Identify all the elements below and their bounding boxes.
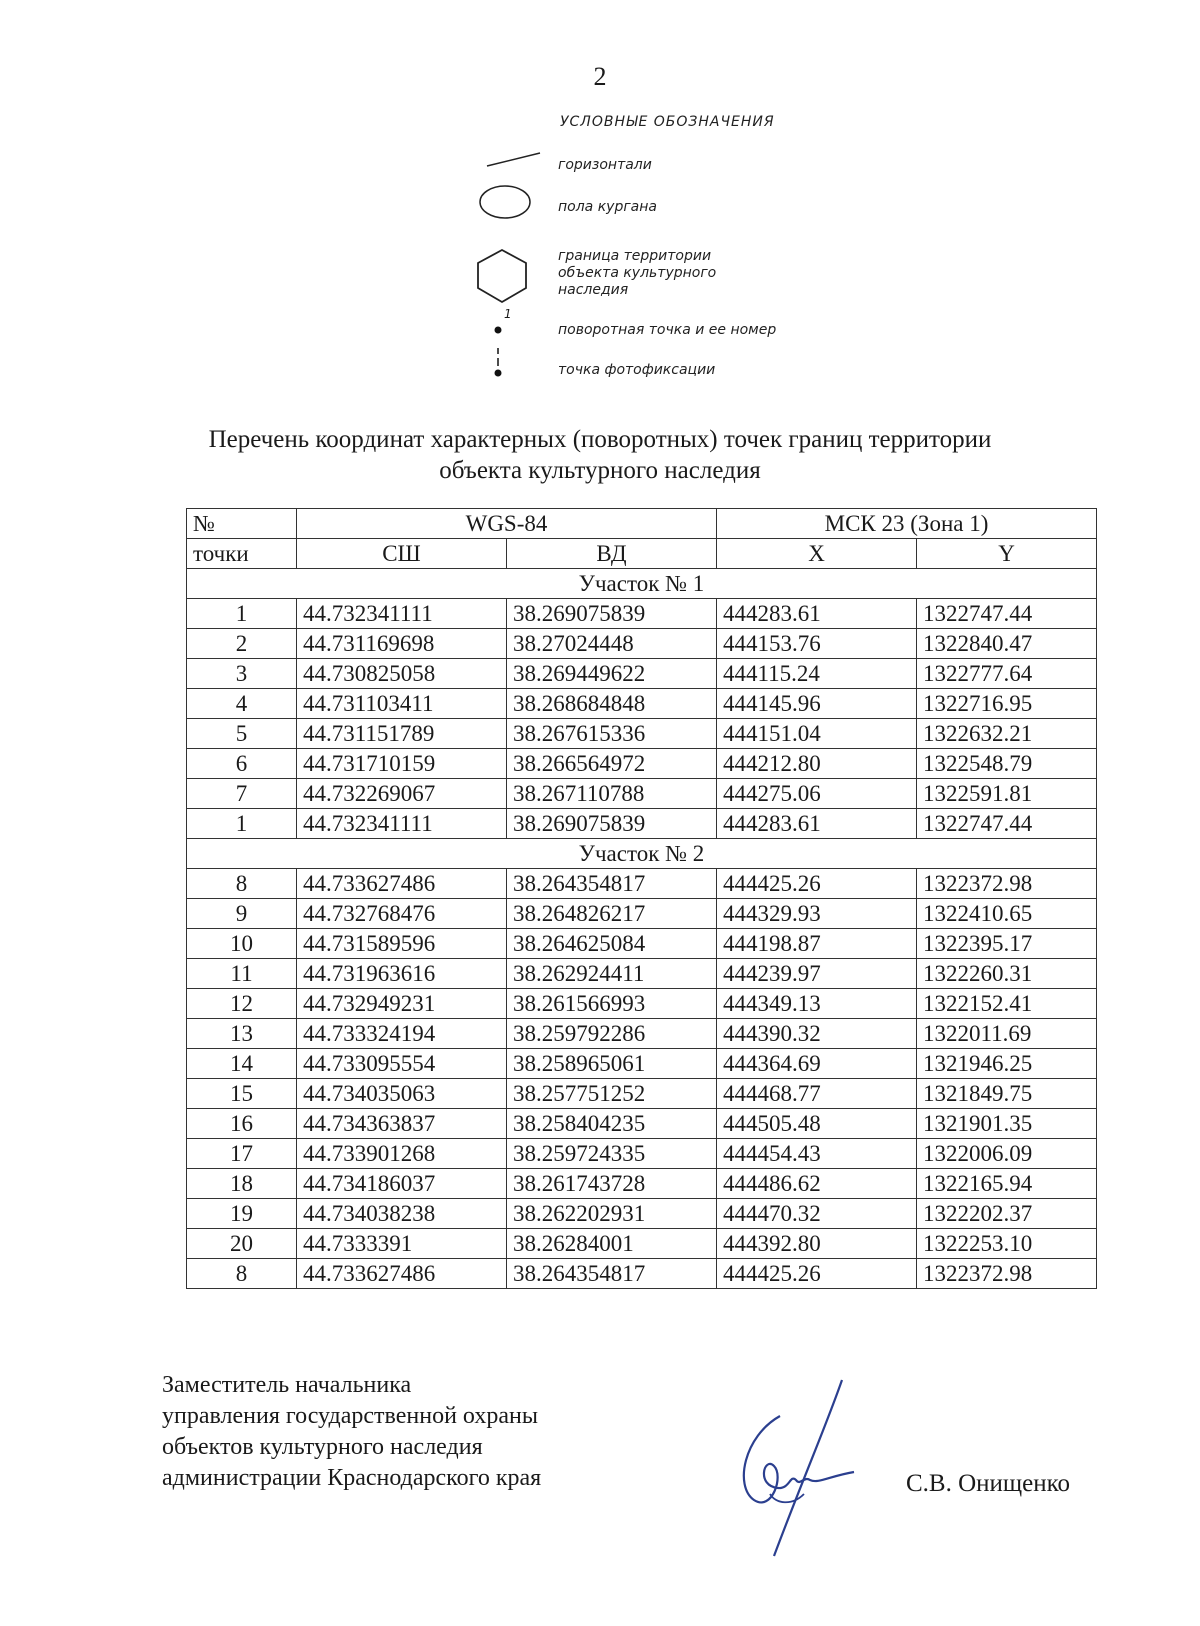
point-number-cell: 8 <box>187 1259 297 1289</box>
longitude-cell: 38.264625084 <box>507 929 717 959</box>
longitude-cell: 38.262202931 <box>507 1199 717 1229</box>
coordinates-table-body <box>187 569 1097 1289</box>
y-cell: 1322006.09 <box>917 1139 1097 1169</box>
page-number: 2 <box>593 62 607 91</box>
x-cell: 444349.13 <box>717 989 917 1019</box>
x-cell: 444390.32 <box>717 1019 917 1049</box>
y-cell: 1322410.65 <box>917 899 1097 929</box>
y-cell: 1322747.44 <box>917 599 1097 629</box>
table-row <box>187 689 1097 719</box>
x-cell: 444198.87 <box>717 929 917 959</box>
x-cell: 444239.97 <box>717 959 917 989</box>
latitude-cell: 44.732949231 <box>297 989 507 1019</box>
point-number-cell: 16 <box>187 1109 297 1139</box>
x-cell: 444283.61 <box>717 599 917 629</box>
header-number: № <box>187 509 297 539</box>
point-number-label: 1 <box>504 307 512 321</box>
x-cell: 444329.93 <box>717 899 917 929</box>
latitude-cell: 44.733627486 <box>297 1259 507 1289</box>
table-row <box>187 869 1097 899</box>
table-row <box>187 719 1097 749</box>
longitude-cell: 38.267615336 <box>507 719 717 749</box>
point-icon <box>492 324 504 336</box>
legend-label-photo-point: точка фотофиксации <box>558 362 716 378</box>
latitude-cell: 44.732341111 <box>297 809 507 839</box>
point-number-cell: 1 <box>187 599 297 629</box>
header-y: Y <box>917 539 1097 569</box>
latitude-cell: 44.734363837 <box>297 1109 507 1139</box>
table-row <box>187 1139 1097 1169</box>
table-row <box>187 749 1097 779</box>
y-cell: 1321849.75 <box>917 1079 1097 1109</box>
point-number-cell: 3 <box>187 659 297 689</box>
legend-label-contours: горизонтали <box>558 157 652 173</box>
section-title: Участок № 2 <box>187 839 1097 869</box>
y-cell: 1322395.17 <box>917 929 1097 959</box>
header-longitude: ВД <box>507 539 717 569</box>
section-title: Участок № 1 <box>187 569 1097 599</box>
latitude-cell: 44.732768476 <box>297 899 507 929</box>
table-row <box>187 659 1097 689</box>
point-number-cell: 13 <box>187 1019 297 1049</box>
signer-name: С.В. Онищенко <box>906 1470 1071 1497</box>
longitude-cell: 38.258404235 <box>507 1109 717 1139</box>
latitude-cell: 44.734186037 <box>297 1169 507 1199</box>
x-cell: 444392.80 <box>717 1229 917 1259</box>
latitude-cell: 44.7333391 <box>297 1229 507 1259</box>
point-number-cell: 10 <box>187 929 297 959</box>
latitude-cell: 44.731589596 <box>297 929 507 959</box>
y-cell: 1322716.95 <box>917 689 1097 719</box>
point-number-cell: 9 <box>187 899 297 929</box>
latitude-cell: 44.734038238 <box>297 1199 507 1229</box>
longitude-cell: 38.261743728 <box>507 1169 717 1199</box>
point-number-cell: 14 <box>187 1049 297 1079</box>
y-cell: 1322372.98 <box>917 1259 1097 1289</box>
longitude-cell: 38.267110788 <box>507 779 717 809</box>
y-cell: 1322777.64 <box>917 659 1097 689</box>
latitude-cell: 44.731169698 <box>297 629 507 659</box>
latitude-cell: 44.734035063 <box>297 1079 507 1109</box>
x-cell: 444454.43 <box>717 1139 917 1169</box>
table-row <box>187 629 1097 659</box>
header-point: точки <box>187 539 297 569</box>
point-number-cell: 12 <box>187 989 297 1019</box>
table-row <box>187 1079 1097 1109</box>
table-row <box>187 599 1097 629</box>
point-number-cell: 8 <box>187 869 297 899</box>
table-row <box>187 929 1097 959</box>
x-cell: 444283.61 <box>717 809 917 839</box>
table-row <box>187 1019 1097 1049</box>
point-number-cell: 20 <box>187 1229 297 1259</box>
x-cell: 444425.26 <box>717 1259 917 1289</box>
y-cell: 1322253.10 <box>917 1229 1097 1259</box>
table-row <box>187 1169 1097 1199</box>
point-number-cell: 11 <box>187 959 297 989</box>
y-cell: 1322260.31 <box>917 959 1097 989</box>
longitude-cell: 38.268684848 <box>507 689 717 719</box>
longitude-cell: 38.262924411 <box>507 959 717 989</box>
table-row <box>187 779 1097 809</box>
list-title: Перечень координат характерных (поворотных) точек границ территории объекта культурного наследия <box>208 426 992 484</box>
longitude-cell: 38.26284001 <box>507 1229 717 1259</box>
signature-icon <box>734 1376 864 1566</box>
legend-label-boundary: граница территории объекта культурного наследия <box>558 248 717 298</box>
latitude-cell: 44.733627486 <box>297 869 507 899</box>
ellipse-icon <box>476 182 536 222</box>
point-number-cell: 15 <box>187 1079 297 1109</box>
x-cell: 444151.04 <box>717 719 917 749</box>
point-number-cell: 2 <box>187 629 297 659</box>
section-row <box>187 839 1097 869</box>
legend-title: УСЛОВНЫЕ ОБОЗНАЧЕНИЯ <box>560 114 775 130</box>
longitude-cell: 38.27024448 <box>507 629 717 659</box>
point-number-cell: 6 <box>187 749 297 779</box>
longitude-cell: 38.259724335 <box>507 1139 717 1169</box>
table-row <box>187 809 1097 839</box>
latitude-cell: 44.731151789 <box>297 719 507 749</box>
longitude-cell: 38.258965061 <box>507 1049 717 1079</box>
y-cell: 1321946.25 <box>917 1049 1097 1079</box>
y-cell: 1322165.94 <box>917 1169 1097 1199</box>
y-cell: 1322632.21 <box>917 719 1097 749</box>
table-row <box>187 1229 1097 1259</box>
x-cell: 444364.69 <box>717 1049 917 1079</box>
x-cell: 444470.32 <box>717 1199 917 1229</box>
x-cell: 444212.80 <box>717 749 917 779</box>
latitude-cell: 44.731103411 <box>297 689 507 719</box>
y-cell: 1322591.81 <box>917 779 1097 809</box>
header-latitude: СШ <box>297 539 507 569</box>
legend-label-mound: пола кургана <box>558 199 657 215</box>
latitude-cell: 44.731963616 <box>297 959 507 989</box>
longitude-cell: 38.259792286 <box>507 1019 717 1049</box>
y-cell: 1322152.41 <box>917 989 1097 1019</box>
longitude-cell: 38.264826217 <box>507 899 717 929</box>
longitude-cell: 38.261566993 <box>507 989 717 1019</box>
point-number-cell: 17 <box>187 1139 297 1169</box>
header-wgs84: WGS-84 <box>297 509 717 539</box>
point-number-cell: 5 <box>187 719 297 749</box>
y-cell: 1322840.47 <box>917 629 1097 659</box>
latitude-cell: 44.732269067 <box>297 779 507 809</box>
x-cell: 444425.26 <box>717 869 917 899</box>
coordinates-table <box>186 508 1097 1289</box>
longitude-cell: 38.264354817 <box>507 1259 717 1289</box>
table-row <box>187 989 1097 1019</box>
latitude-cell: 44.730825058 <box>297 659 507 689</box>
point-number-cell: 4 <box>187 689 297 719</box>
latitude-cell: 44.733324194 <box>297 1019 507 1049</box>
header-x: X <box>717 539 917 569</box>
hexagon-icon <box>470 244 534 308</box>
table-row <box>187 1199 1097 1229</box>
y-cell: 1322011.69 <box>917 1019 1097 1049</box>
table-row <box>187 899 1097 929</box>
longitude-cell: 38.264354817 <box>507 869 717 899</box>
x-cell: 444486.62 <box>717 1169 917 1199</box>
table-row <box>187 1049 1097 1079</box>
x-cell: 444468.77 <box>717 1079 917 1109</box>
section-row <box>187 569 1097 599</box>
longitude-cell: 38.269075839 <box>507 809 717 839</box>
x-cell: 444153.76 <box>717 629 917 659</box>
latitude-cell: 44.731710159 <box>297 749 507 779</box>
longitude-cell: 38.257751252 <box>507 1079 717 1109</box>
latitude-cell: 44.733095554 <box>297 1049 507 1079</box>
point-number-cell: 7 <box>187 779 297 809</box>
header-msk23: МСК 23 (Зона 1) <box>717 509 1097 539</box>
y-cell: 1321901.35 <box>917 1109 1097 1139</box>
point-number-cell: 19 <box>187 1199 297 1229</box>
y-cell: 1322202.37 <box>917 1199 1097 1229</box>
x-cell: 444275.06 <box>717 779 917 809</box>
legend-label-turning-point: поворотная точка и ее номер <box>558 322 777 338</box>
signer-title: Заместитель начальника управления государственной охраны объектов культурного наследия администрации Краснодарского края <box>162 1372 542 1491</box>
y-cell: 1322747.44 <box>917 809 1097 839</box>
table-row <box>187 1259 1097 1289</box>
point-number-cell: 1 <box>187 809 297 839</box>
table-row <box>187 1109 1097 1139</box>
latitude-cell: 44.733901268 <box>297 1139 507 1169</box>
x-cell: 444145.96 <box>717 689 917 719</box>
longitude-cell: 38.269075839 <box>507 599 717 629</box>
contour-line-icon <box>484 150 544 170</box>
longitude-cell: 38.266564972 <box>507 749 717 779</box>
photo-point-icon <box>492 346 504 380</box>
table-row <box>187 959 1097 989</box>
point-number-cell: 18 <box>187 1169 297 1199</box>
x-cell: 444505.48 <box>717 1109 917 1139</box>
y-cell: 1322548.79 <box>917 749 1097 779</box>
y-cell: 1322372.98 <box>917 869 1097 899</box>
latitude-cell: 44.732341111 <box>297 599 507 629</box>
x-cell: 444115.24 <box>717 659 917 689</box>
longitude-cell: 38.269449622 <box>507 659 717 689</box>
